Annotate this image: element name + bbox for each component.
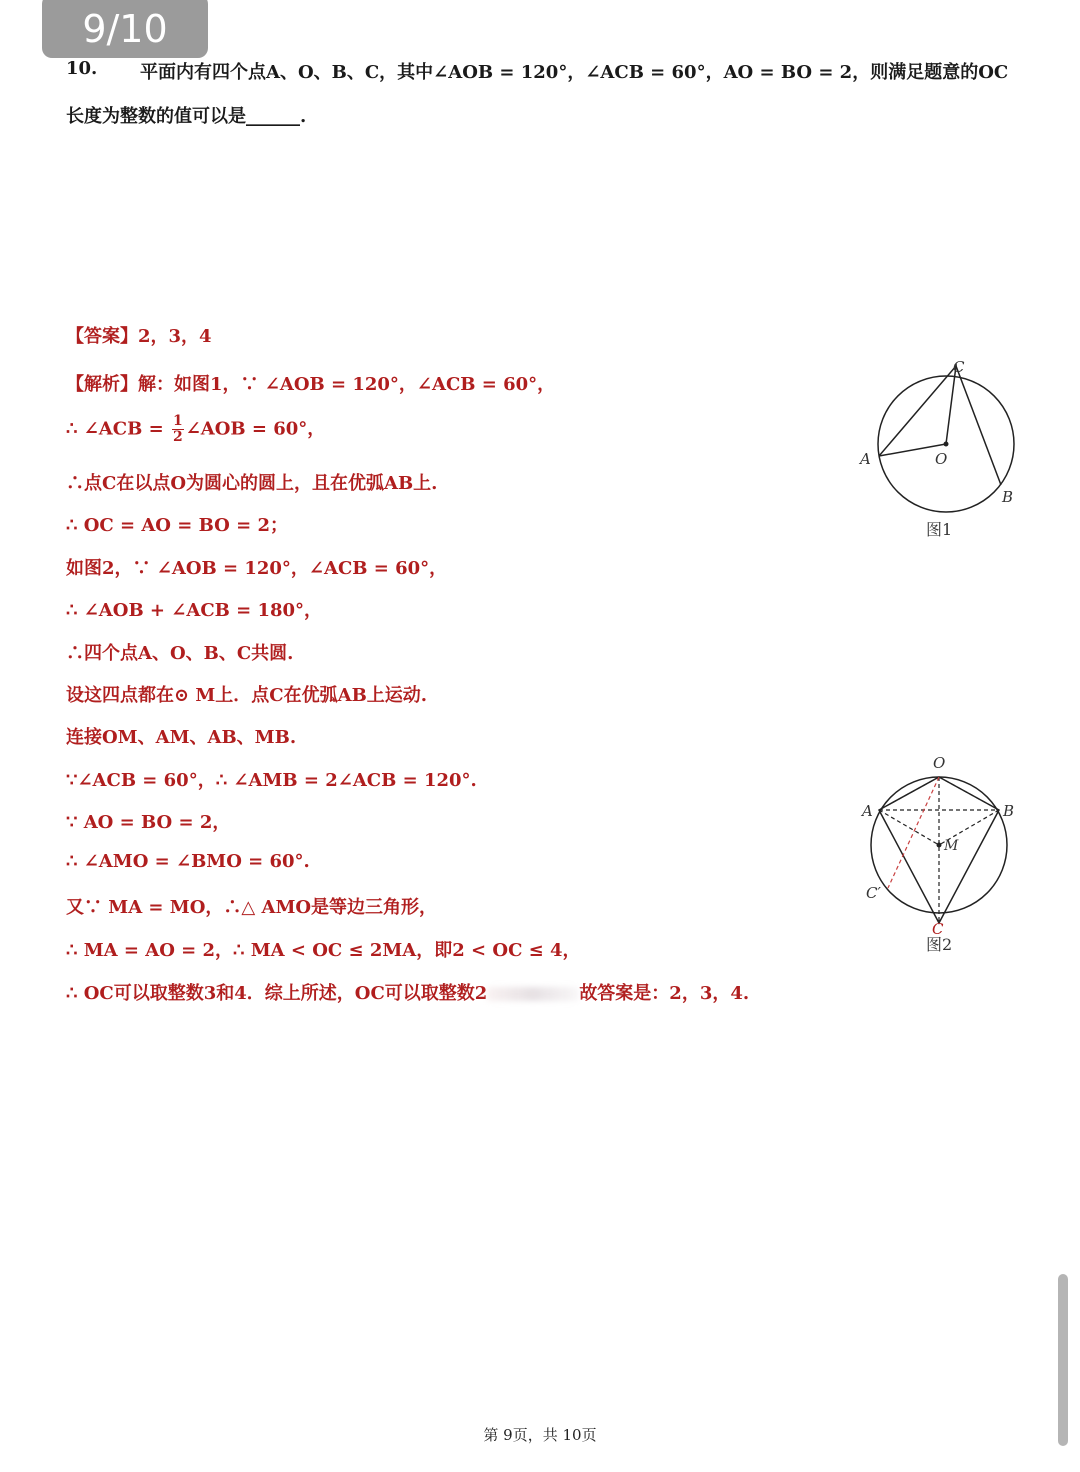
analysis-line-7: ∴四个点A、O、B、C共圆. <box>66 643 294 664</box>
fig1-label-o: O <box>935 450 948 468</box>
question-line-1: 平面内有四个点A、O、B、C，其中∠AOB = 120°，∠ACB = 60°，AO = BO = 2，则满足题意的OC <box>140 62 1009 83</box>
analysis-line-15 <box>66 979 749 1005</box>
analysis-line-15-start: ∴ OC可以取整数3和4．综上所述，OC可以取整数2 <box>66 983 488 1004</box>
fig2-label-o: O <box>933 754 946 772</box>
page-footer: 第 9页，共 10页 <box>483 1426 597 1444</box>
analysis-line-12: ∴ ∠AMO = ∠BMO = 60°. <box>66 851 310 872</box>
answer-value: 2，3，4 <box>138 326 212 347</box>
figure-1-diagram <box>850 350 1040 550</box>
analysis-line-2-suffix: ∠AOB = 60°， <box>185 418 326 440</box>
fig1-center-point <box>944 442 949 447</box>
analysis-line-14: ∴ MA = AO = 2，∴ MA < OC ≤ 2MA，即2 < OC ≤ 4， <box>66 940 581 961</box>
analysis-line-5: 如图2，∵ ∠AOB = 120°，∠ACB = 60°， <box>66 558 448 579</box>
fig2-label-c: C <box>932 920 944 938</box>
fig2-center-point <box>937 843 942 848</box>
fig2-label-b: B <box>1003 802 1015 820</box>
answer-label: 【答案】 <box>66 326 138 347</box>
analysis-line-3: ∴点C在以点O为圆心的圆上，且在优弧AB上. <box>66 473 438 494</box>
vertical-scrollbar[interactable] <box>1058 1274 1068 1446</box>
fraction-one-half <box>172 414 184 445</box>
analysis-line-1: 【解析】解：如图1，∵ ∠AOB = 120°，∠ACB = 60°， <box>66 374 556 395</box>
analysis-line-10: ∵∠ACB = 60°，∴ ∠AMB = 2∠ACB = 120°. <box>66 770 477 791</box>
fig1-label-b: B <box>1002 488 1014 506</box>
analysis-line-13: 又∵ MA = MO，∴△ AMO是等边三角形， <box>66 897 438 918</box>
fraction-denominator: 2 <box>172 429 183 445</box>
answer-line <box>66 322 212 348</box>
fig2-caption: 图2 <box>926 935 953 954</box>
fraction-numerator: 1 <box>172 413 183 429</box>
question-number: 10. <box>66 58 98 79</box>
analysis-line-9: 连接OM、AM、AB、MB. <box>66 727 297 748</box>
analysis-line-4: ∴ OC = AO = BO = 2； <box>66 515 288 536</box>
blurred-text-region <box>487 987 579 1001</box>
fig2-label-c-prime: C′ <box>866 884 881 902</box>
fig2-label-a: A <box>862 802 873 820</box>
question-line-2: 长度为整数的值可以是______. <box>66 106 307 127</box>
analysis-line-2 <box>66 414 325 445</box>
analysis-line-8: 设这四点都在⊙ M上．点C在优弧AB上运动. <box>66 685 428 706</box>
page-indicator-badge: 9/10 <box>42 0 208 58</box>
figure-2-diagram <box>850 748 1040 960</box>
analysis-line-2-prefix: ∴ ∠ACB = <box>66 418 164 440</box>
fig1-caption: 图1 <box>926 520 953 539</box>
fig1-label-a: A <box>860 450 871 468</box>
analysis-line-6: ∴ ∠AOB + ∠ACB = 180°， <box>66 600 323 621</box>
fig2-label-m: M <box>944 838 959 854</box>
analysis-line-15-end: 故答案是：2，3，4. <box>579 983 750 1004</box>
analysis-line-11: ∵ AO = BO = 2， <box>66 812 231 833</box>
fig1-label-c: C <box>953 358 965 376</box>
fig2-line-o-c-prime <box>888 777 939 888</box>
